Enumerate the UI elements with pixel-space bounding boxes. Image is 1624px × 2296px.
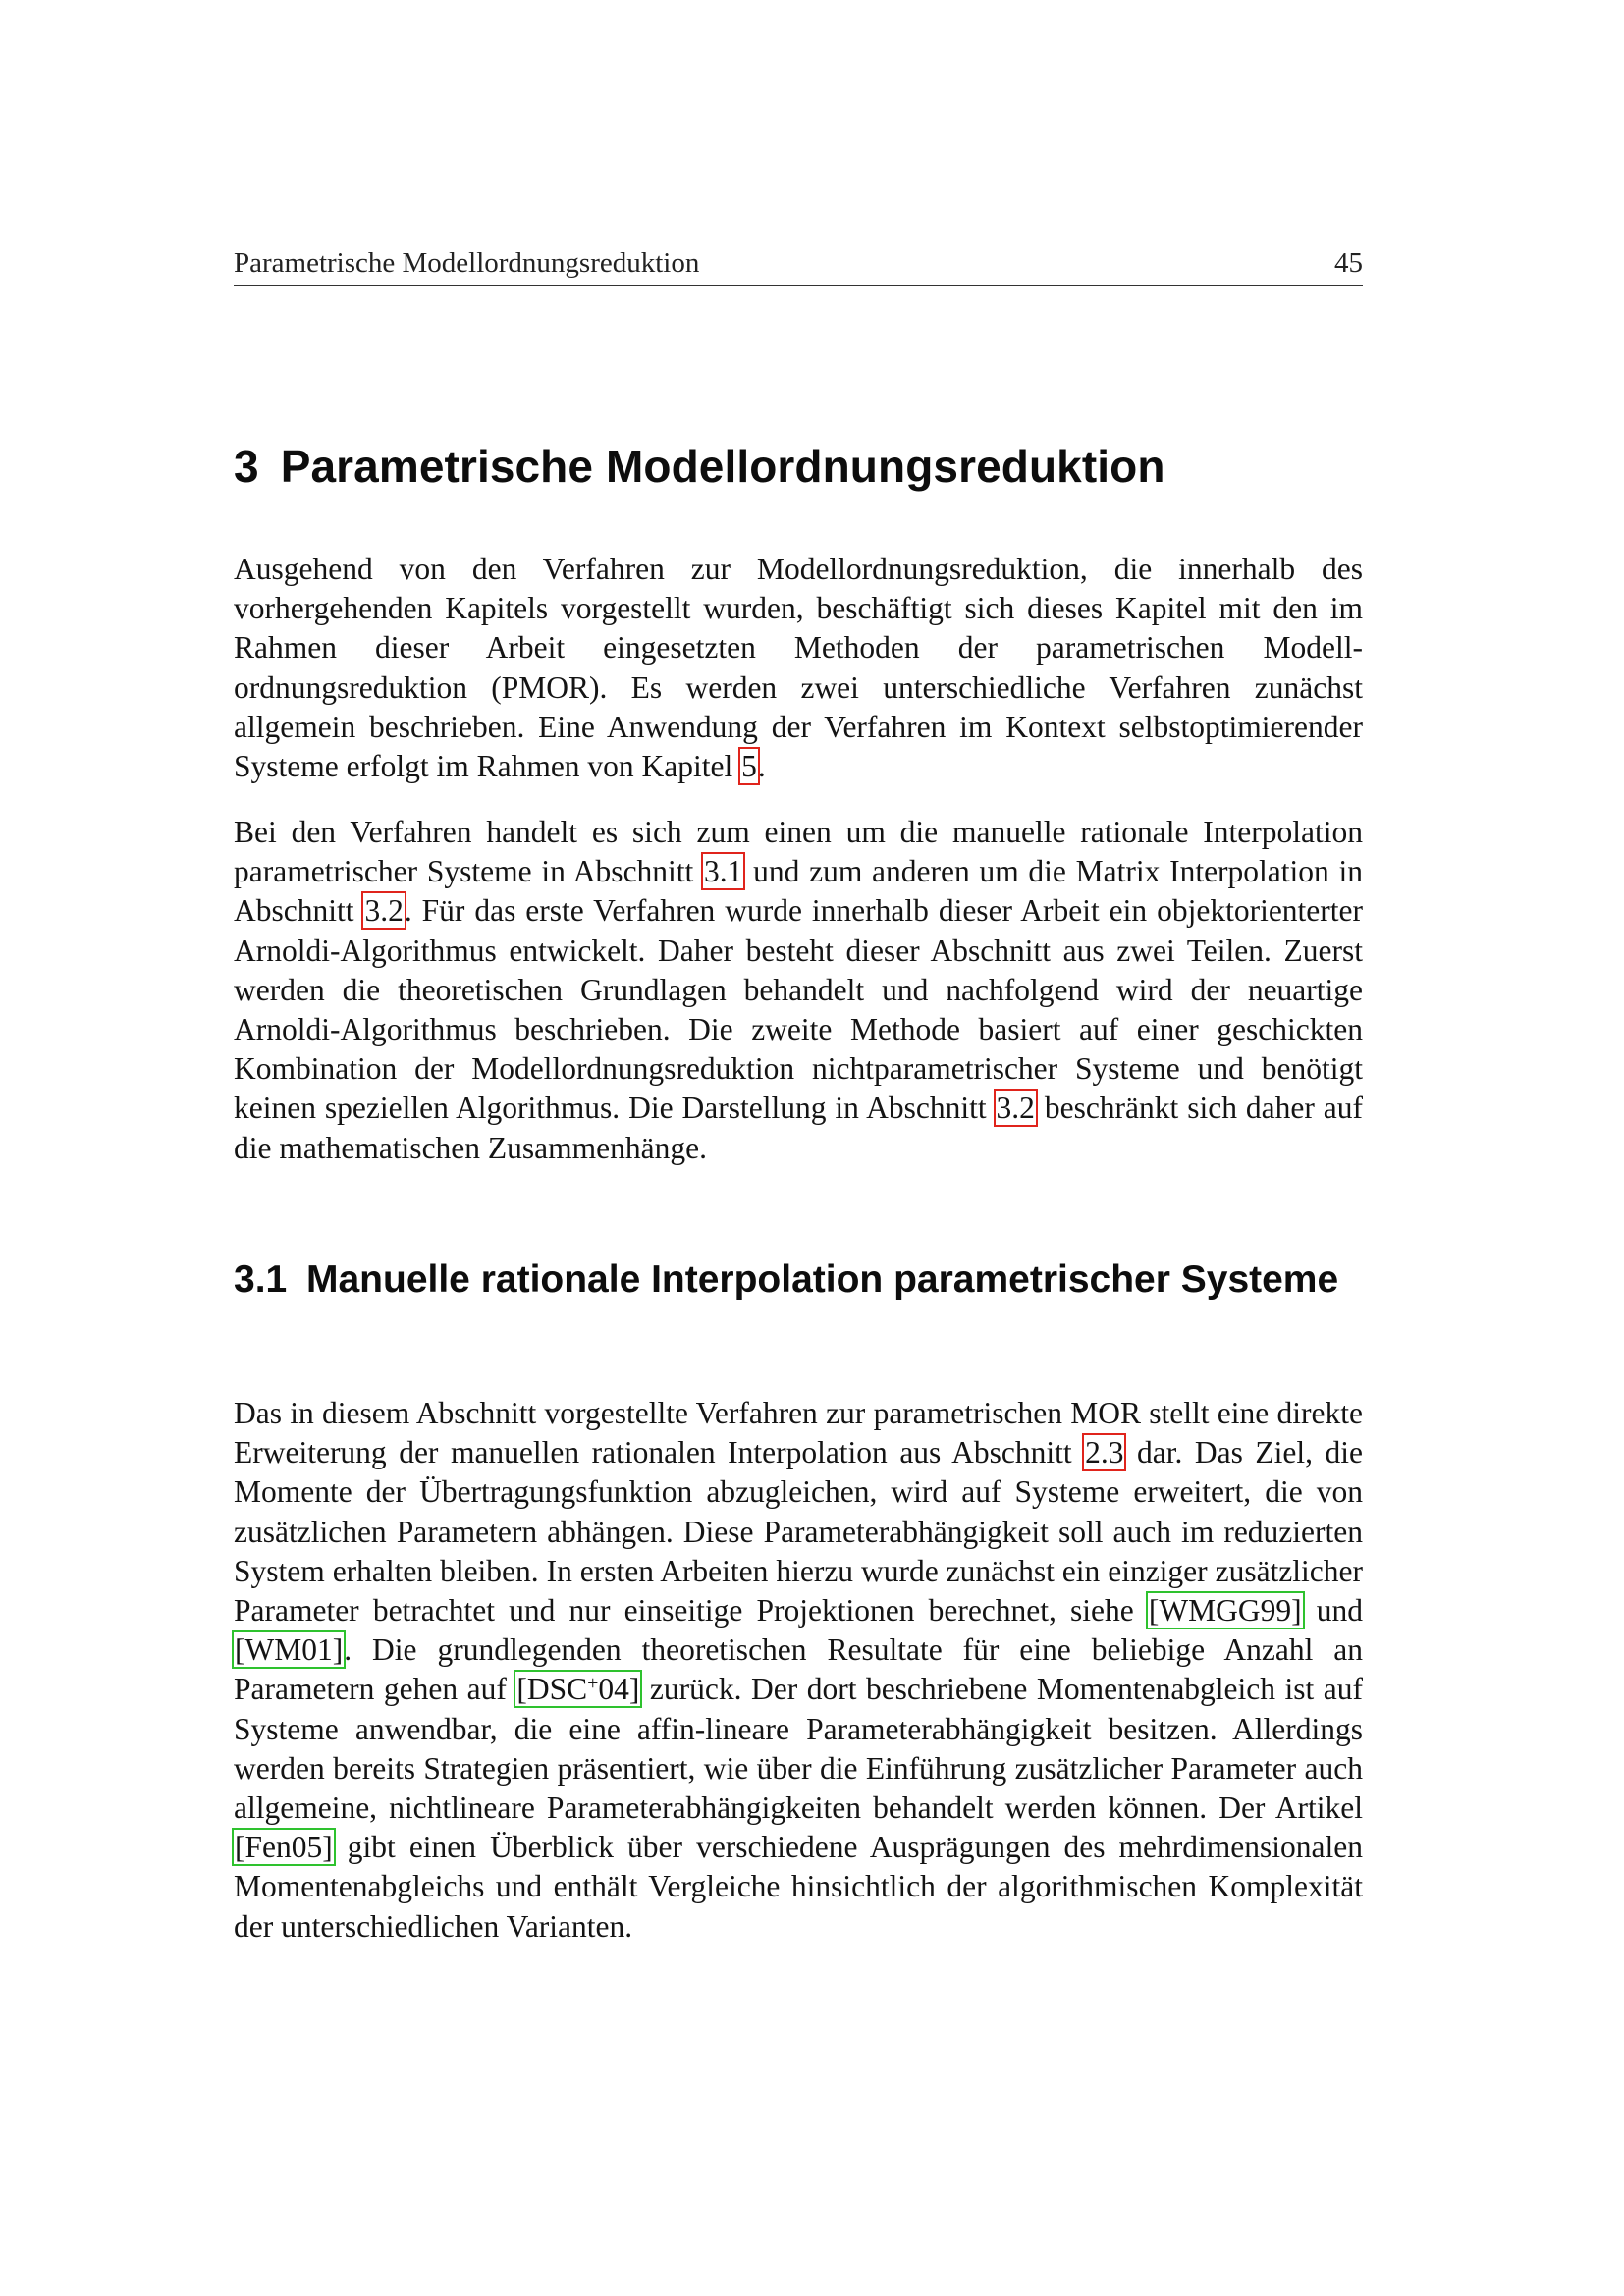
running-header [234,245,1363,286]
section-heading [234,1255,1363,1305]
citation-link[interactable]: [WMGG99] [1148,1593,1302,1629]
paragraph-text: dar. Das Ziel, die Momente der Übertragungsfunktion abzugleichen, wird auf Systeme erweitert, die von zusätzlichen Parametern abhängen. Diese Parameterabhängigkeit soll auch im reduzierten System erhalten bleiben. In ersten Arbeiten hierzu wurde zunächst ein einziger zusätzlicher Parameter betrachtet und nur einseitige Projektionen berechnet, siehe [234,1435,1363,1629]
chapter-heading [234,440,1165,493]
section-ref-link[interactable]: 3.1 [704,854,743,889]
section-ref-link[interactable]: 3.2 [364,893,404,929]
paragraph-text: Das in diesem Abschnitt vorgestellte Verfahren zur parametrischen MOR stellt eine direkte Erweiterung der manuellen rationalen Interpolation aus Abschnitt [234,1396,1363,1470]
citation-text: [DSC [516,1672,588,1707]
chapter-ref-link[interactable]: 5 [741,749,757,784]
citation-superscript: + [587,1673,599,1695]
paragraph-text: Bei den Verfahren handelt es sich zum einen um die manuelle rationale Interpolation parametrischer Systeme in Abschnitt [234,815,1363,889]
citation-link[interactable]: [Fen05] [235,1830,333,1865]
paragraph-intro [234,550,1363,786]
citation-link[interactable]: [WM01] [235,1632,344,1668]
chapter-title: Parametrische Modellordnungsreduktion [280,441,1165,492]
paragraph-text: . Für das erste Verfahren wurde innerhalb dieser Arbeit ein objektorienterter Arnoldi-Algorithmus entwickelt. Daher besteht dieser Abschnitt aus zwei Teilen. Zuerst werden die theoretischen Grundlagen behandelt und nachfolgend wird der neuartige Arnoldi-Algorithmus beschrieben. Die zweite Methode basiert auf einer geschickten Kombination der Modellordnungsreduktion nichtparametrischer Systeme und benötigt keinen speziellen Algorithmus. Die Darstellung in Abschnitt [234,893,1363,1126]
section-ref-link[interactable]: 3.2 [996,1091,1035,1126]
citation-link[interactable] [515,1672,640,1706]
paragraph-text: Ausgehend von den Verfahren zur Modellordnungsreduktion, die innerhalb des vorhergehenden Kapitels vorgestellt wurden, beschäftigt sich dieses Kapitel mit den im Rahmen dieser Arbeit eingesetzten Methoden der parametrischen Modellordnungsreduktion (PMOR). Es werden zwei unterschiedliche Verfahren zunächst allgemein beschrieben. Eine Anwendung der Verfahren im Kontext selbstoptimierender Systeme erfolgt im Rahmen von Kapitel [234,552,1363,784]
running-header-title: Parametrische Modellordnungsreduktion [234,247,700,279]
paragraph-text: zurück. Der dort beschriebene Momentenabgleich ist auf Systeme anwendbar, die eine affin-lineare Parameterabhängigkeit besitzen. Allerdings werden bereits Strategien präsentiert, wie über die Einführung zusätzlicher Parameter auch allgemeine, nichtlineare Parameterabhängigkeiten behandelt werden können. Der Artikel [234,1672,1363,1826]
paragraph-text: und zum anderen um die Matrix Interpolation in Abschnitt [234,854,1364,929]
chapter-number: 3 [234,441,259,492]
paragraph-text: beschränkt sich daher auf die mathematischen Zusammenhänge. [234,1091,1363,1165]
section-ref-link[interactable]: 2.3 [1085,1435,1124,1470]
section-number: 3.1 [234,1258,288,1301]
paragraph-text: und [1302,1593,1363,1629]
paragraph-text: . [757,749,766,784]
paragraph-section-body [234,1394,1363,1947]
paragraph-text: . Die grundlegenden theoretischen Resultate für eine beliebige Anzahl an Parametern gehen auf [234,1632,1363,1707]
section-title: Manuelle rationale Interpolation parametrischer Systeme [306,1258,1339,1301]
paragraph-text: gibt einen Überblick über verschiedene Ausprägungen des mehrdimensionalen Momentenabgleichs und enthält Vergleiche hinsichtlich der algorithmischen Komplexität der unterschiedlichen Varianten. [234,1830,1363,1944]
paragraph-overview [234,813,1363,1168]
citation-text: 04] [598,1672,640,1707]
page-number: 45 [1334,247,1363,279]
